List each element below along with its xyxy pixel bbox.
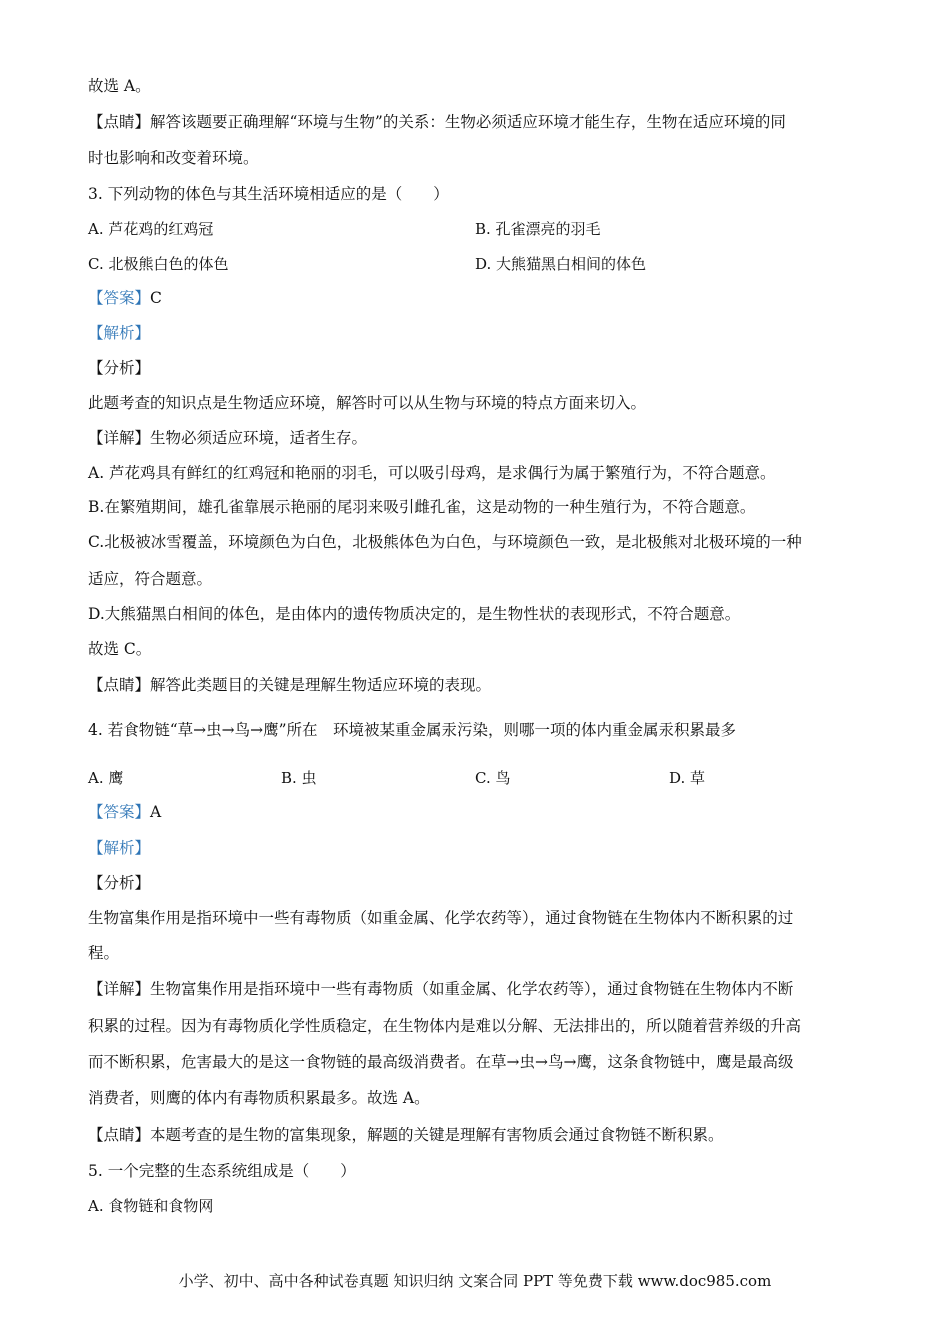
option-d: D. 大熊猫黑白相间的体色 (475, 255, 647, 273)
option-b: B. 虫 (281, 769, 317, 787)
answer-label: 【答案】 (88, 289, 151, 307)
text-line: 【点睛】解答该题要正确理解“环境与生物”的关系：生物必须适应环境才能生存，生物在适应环境的同 (88, 113, 786, 131)
text-line: D.大熊猫黑白相间的体色，是由体内的遗传物质决定的，是生物性状的表现形式，不符合题意。 (88, 605, 741, 623)
analysis-label: 【解析】 (88, 839, 151, 857)
option-a: A. 芦花鸡的红鸡冠 (88, 220, 214, 238)
answer-line (88, 802, 161, 822)
text-line: 时也影响和改变着环境。 (88, 149, 259, 167)
text-line: 【分析】 (88, 874, 151, 892)
option-c: C. 鸟 (475, 769, 511, 787)
question-5: 5. 一个完整的生态系统组成是（ ） (88, 1162, 356, 1180)
answer-label: 【答案】 (88, 803, 151, 821)
analysis-label: 【解析】 (88, 324, 151, 342)
page-footer: 小学、初中、高中各种试卷真题 知识归纳 文案合同 PPT 等免费下载 www.doc985.com (178, 1272, 772, 1290)
text-line: 适应，符合题意。 (88, 570, 213, 588)
text-line: 故选 A。 (88, 77, 151, 95)
text-line: C.北极被冰雪覆盖，环境颜色为白色，北极熊体色为白色，与环境颜色一致，是北极熊对北极环境的一种 (88, 533, 802, 551)
option-b: B. 孔雀漂亮的羽毛 (475, 220, 601, 238)
text-line: 此题考查的知识点是生物适应环境，解答时可以从生物与环境的特点方面来切入。 (88, 394, 647, 412)
text-line: 【点睛】本题考查的是生物的富集现象，解题的关键是理解有害物质会通过食物链不断积累。 (88, 1126, 724, 1144)
text-line: 【详解】生物必须适应环境，适者生存。 (88, 429, 368, 447)
option-a: A. 鹰 (88, 769, 124, 787)
option-a: A. 食物链和食物网 (88, 1197, 214, 1215)
answer-value: C (150, 289, 162, 307)
text-line: 【详解】生物富集作用是指环境中一些有毒物质（如重金属、化学农药等），通过食物链在生物体内不断 (88, 980, 794, 998)
text-line: 而不断积累，危害最大的是这一食物链的最高级消费者。在草→虫→鸟→鹰，这条食物链中，鹰是最高级 (88, 1053, 794, 1071)
question-3: 3. 下列动物的体色与其生活环境相适应的是（ ） (88, 185, 449, 203)
answer-line (88, 288, 162, 308)
text-line: 【分析】 (88, 359, 151, 377)
question-4: 4. 若食物链“草→虫→鸟→鹰”所在 环境被某重金属汞污染，则哪一项的体内重金属汞积累最多 (88, 721, 737, 739)
text-line: A. 芦花鸡具有鲜红的红鸡冠和艳丽的羽毛，可以吸引母鸡，是求偶行为属于繁殖行为，不符合题意。 (88, 464, 776, 482)
answer-value: A (150, 803, 162, 821)
text-line: 故选 C。 (88, 640, 152, 658)
text-line: B.在繁殖期间，雄孔雀靠展示艳丽的尾羽来吸引雌孔雀，这是动物的一种生殖行为，不符合题意。 (88, 498, 756, 516)
text-line: 【点睛】解答此类题目的关键是理解生物适应环境的表现。 (88, 676, 492, 694)
option-d: D. 草 (669, 769, 706, 787)
text-line: 消费者，则鹰的体内有毒物质积累最多。故选 A。 (88, 1089, 430, 1107)
option-c: C. 北极熊白色的体色 (88, 255, 229, 273)
text-line: 程。 (88, 944, 120, 962)
text-line: 生物富集作用是指环境中一些有毒物质（如重金属、化学农药等），通过食物链在生物体内不断积累的过 (88, 909, 794, 927)
text-line: 积累的过程。因为有毒物质化学性质稳定，在生物体内是难以分解、无法排出的，所以随着营养级的升高 (88, 1017, 802, 1035)
